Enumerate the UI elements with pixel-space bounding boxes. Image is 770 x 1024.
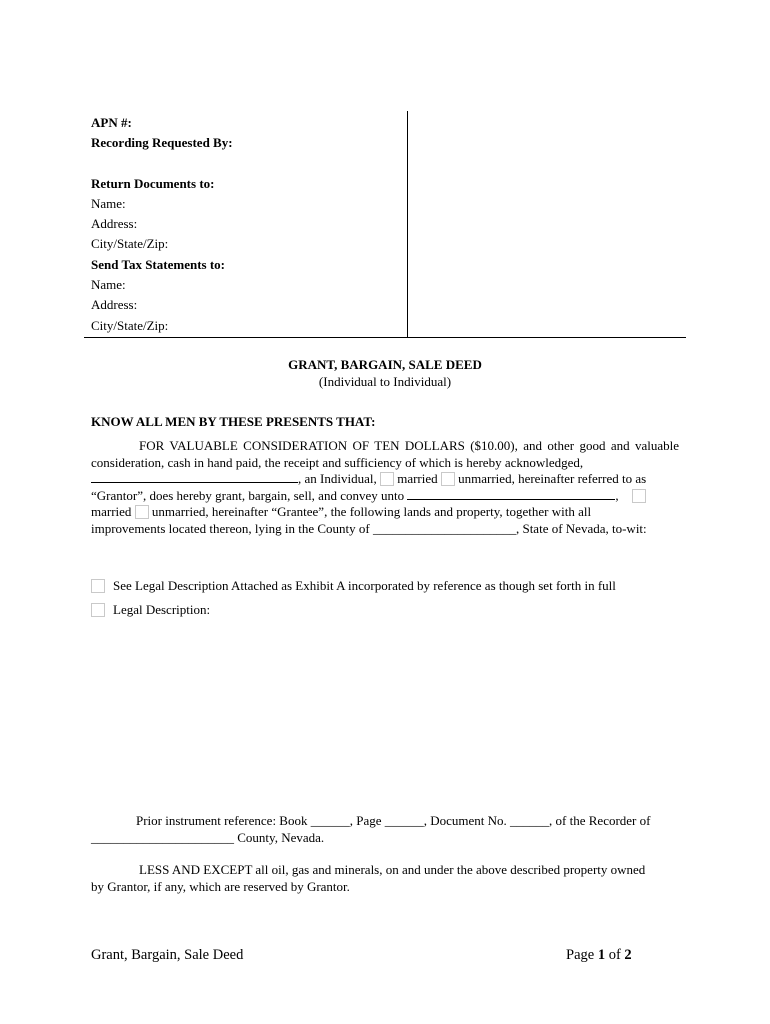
- footer-document-name: Grant, Bargain, Sale Deed: [91, 947, 244, 963]
- page-current: 1: [597, 947, 606, 963]
- title-sub: (Individual to Individual): [318, 374, 452, 389]
- consideration-paragraph: [91, 438, 679, 537]
- prior-instrument-paragraph: [91, 812, 679, 846]
- page-of: of: [605, 947, 625, 963]
- grantee-married-checkbox[interactable]: [632, 489, 646, 503]
- grantee-unmarried-label: unmarried, hereinafter “Grantee”, the following lands and property, together with all: [151, 504, 592, 519]
- send-tax-statements-label: Send Tax Statements to:: [91, 256, 225, 272]
- return-name-label: Name:: [91, 195, 126, 211]
- less-except-line1: LESS AND EXCEPT all oil, gas and minerals, on and under the above described property owned: [139, 862, 646, 877]
- improvements-text: improvements located thereon, lying in the County of ______________________, State of Nevada, to-wit:: [91, 520, 647, 536]
- less-except-paragraph: [91, 861, 679, 895]
- header-horizontal-divider: [84, 337, 686, 338]
- apn-label: APN #:: [91, 115, 132, 130]
- recording-requested-by-label: Recording Requested By:: [91, 135, 233, 151]
- tax-name-label: Name:: [91, 277, 126, 293]
- less-except-line2: by Grantor, if any, which are reserved by Grantor.: [91, 879, 350, 894]
- document-title: [84, 356, 686, 390]
- prior-instrument-line2: ______________________ County, Nevada.: [91, 830, 325, 845]
- grantee-name-blank[interactable]: [407, 488, 615, 500]
- title-main: GRANT, BARGAIN, SALE DEED: [288, 357, 482, 372]
- legal-description-checkbox[interactable]: [91, 603, 105, 617]
- grantor-convey-text: “Grantor”, does hereby grant, bargain, sell, and convey unto: [91, 487, 405, 503]
- grantor-married-checkbox[interactable]: [380, 472, 394, 486]
- know-all-men-heading: KNOW ALL MEN BY THESE PRESENTS THAT:: [91, 414, 376, 429]
- consideration-text: FOR VALUABLE CONSIDERATION OF TEN DOLLARS ($10.00), and other good and valuable consideration, cash in hand paid, the receipt and sufficiency of which is hereby acknowledged,: [91, 438, 679, 470]
- return-documents-label: Return Documents to:: [91, 175, 215, 191]
- grantee-unmarried-checkbox[interactable]: [135, 505, 149, 519]
- grantor-unmarried-label: unmarried, hereinafter referred to as: [458, 471, 647, 486]
- exhibit-checkbox[interactable]: [91, 579, 105, 593]
- exhibit-label: See Legal Description Attached as Exhibit A incorporated by reference as though set forth in full: [113, 578, 616, 593]
- tax-address-label: Address:: [91, 297, 138, 313]
- page-prefix: Page: [566, 947, 598, 963]
- grantor-married-label: married: [397, 471, 438, 486]
- footer-page-number: [566, 947, 632, 964]
- header-vertical-divider: [407, 111, 408, 338]
- legal-description-option: [91, 600, 210, 620]
- prior-instrument-line1: Prior instrument reference: Book ______, Page ______, Document No. ______, of the Recorder of: [136, 813, 651, 828]
- return-city-label: City/State/Zip:: [91, 236, 169, 252]
- individual-text: , an Individual,: [298, 471, 377, 486]
- grantor-name-blank[interactable]: [91, 471, 298, 483]
- grantee-married-label: married: [91, 504, 132, 519]
- legal-description-label: Legal Description:: [113, 602, 211, 617]
- grantee-comma: ,: [615, 487, 619, 503]
- page-total: 2: [624, 947, 632, 963]
- tax-city-label: City/State/Zip:: [91, 317, 169, 333]
- recording-header: [91, 113, 233, 336]
- exhibit-option: [91, 576, 616, 596]
- return-address-label: Address:: [91, 216, 138, 232]
- grantor-unmarried-checkbox[interactable]: [441, 472, 455, 486]
